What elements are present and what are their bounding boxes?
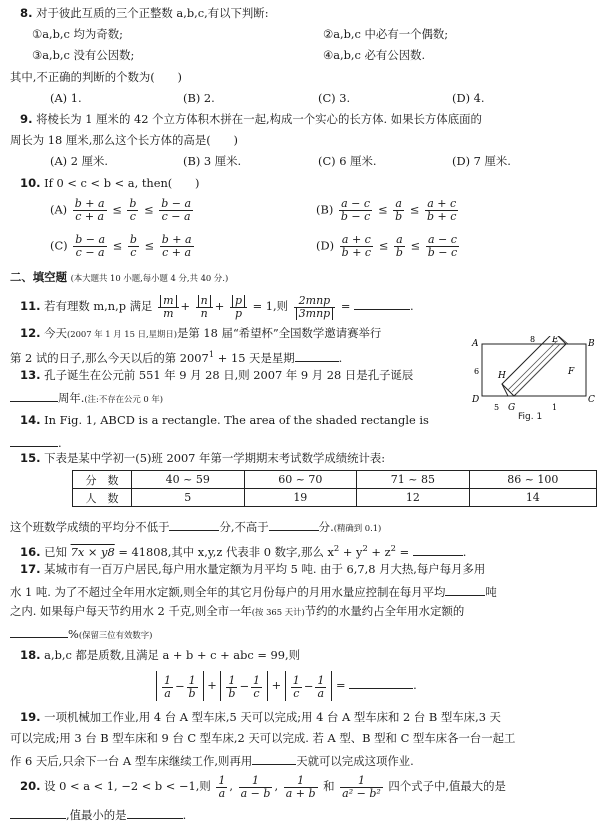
figure-caption: Fig. 1 (518, 412, 543, 422)
label-a: A (472, 339, 479, 349)
q9-text-1: 将棱长为 1 厘米的 42 个立方体积木拼在一起,构成一个实心的长方体. 如果长方体底面的 (36, 112, 482, 126)
q8-statement-3: ③a,b,c 没有公因数; (32, 48, 135, 62)
q11-text: 若有理数 m,n,p 满足 (44, 299, 153, 313)
q17-line-4: %(保留三位有效数字) (10, 625, 152, 643)
q9-option-a[interactable]: (A) 2 厘米. (50, 154, 109, 168)
q9-line-1 (20, 112, 482, 127)
q17-answer-blank-percent[interactable] (10, 625, 68, 638)
q10-stem (20, 176, 199, 191)
table-cell: 60 ~ 70 (244, 471, 357, 489)
fraction: $\frac{a + c}{b + c}$ (341, 233, 372, 259)
q17-number: 17. (20, 562, 41, 576)
q8-option-c[interactable]: (C) 3. (318, 91, 351, 105)
table-row (73, 471, 597, 489)
fraction: $\frac{a}{b}$ (395, 233, 403, 259)
q19-answer-blank[interactable] (252, 752, 296, 765)
q8-option-d[interactable]: (D) 4. (452, 91, 485, 105)
q10-option-b[interactable]: (B) $\frac{a - c}{b - c}$ ≤ $\frac{a}{b}$ ≤ $\frac{a + c}{b + c}$ (316, 197, 457, 223)
length-top: 8 (530, 336, 536, 344)
q13-line-2: 周年.(注:不存在公元 0 年) (10, 389, 163, 407)
q11-answer-blank[interactable] (354, 297, 410, 310)
table-cell: 14 (469, 489, 596, 507)
q8-statement-2: ②a,b,c 中必有一个偶数; (323, 27, 449, 41)
fraction: $\frac{a}{b}$ (395, 197, 403, 223)
q15-stem: 15. 下表是某中学初一(5)班 2007 年第一学期期末考试数学成绩统计表: (20, 451, 386, 465)
table-cell: 86 ~ 100 (469, 471, 596, 489)
q12-number: 12. (20, 326, 41, 340)
shaded-rectangle-hatching (508, 342, 560, 394)
q16-number: 16. (20, 544, 41, 559)
label-b: B (588, 339, 595, 349)
q12-line-1: 12. 今天(2007 年 1 月 15 日,星期日)是第 18 届“希望杯”全国数学邀请赛举行 (20, 326, 382, 340)
q10-option-a-label: (A) (50, 202, 68, 217)
table-cell: 71 ~ 85 (357, 471, 470, 489)
q11-number: 11. (20, 299, 41, 313)
q9-option-c[interactable]: (C) 6 厘米. (318, 154, 377, 168)
q10-option-c-label: (C) (50, 238, 68, 253)
fraction: $\frac{b - a}{c - a}$ (75, 233, 106, 259)
q19-line-2: 可以完成;用 3 台 B 型车床和 9 台 C 型车床,2 天可以完成. 若 A 型、B 型和 C 型车床各一台一起工 (10, 731, 516, 745)
q13-line-1: 13. 孔子诞生在公元前 551 年 9 月 28 日,则 2007 年 9 月 28 日是孔子诞辰 (20, 368, 414, 382)
q8-statement-1: ①a,b,c 均为奇数; (32, 27, 123, 41)
q8-option-a[interactable]: (A) 1. (50, 91, 82, 105)
q10-option-a[interactable]: (A) $\frac{b + a}{c + a}$ ≤ $\frac{b}{c}$ ≤ $\frac{b - a}{c - a}$ (50, 197, 192, 223)
fraction: $\frac{a - c}{b - c}$ (427, 233, 458, 259)
fraction: $\frac{\text{2mnp}}{\text{3mnp}}$ (294, 295, 336, 320)
q18-line-1: 18. a,b,c 都是质数,且满足 a + b + c + abc = 99,则 (20, 648, 301, 662)
fraction: $\frac{m}{m}$ (158, 295, 178, 320)
section-2-note: (本大题共 10 小题,每小题 4 分,共 40 分.) (70, 273, 229, 283)
q16: 16. 已知 7x × y8 = 41808,其中 x,y,z 代表非 0 数字,那么 $x^2 + y^2 + z^2$ = . (20, 543, 467, 559)
fraction: $\frac{b + a}{c + a}$ (74, 197, 105, 223)
label-g: G (508, 403, 516, 413)
label-f: F (568, 367, 575, 377)
q12-answer-blank[interactable] (295, 349, 339, 362)
q9-option-b[interactable]: (B) 3 厘米. (183, 154, 242, 168)
q14-answer-blank[interactable] (10, 434, 58, 447)
q13-answer-blank[interactable] (10, 389, 58, 402)
q18-number: 18. (20, 648, 41, 662)
q15-number: 15. (20, 451, 41, 465)
label-h: H (498, 371, 506, 381)
table-header-cell: 分 数 (73, 471, 132, 489)
q18-expression: $\frac{1}{a}$ − $\frac{1}{b}$ + $\frac{1}{b}$ − $\frac{1}{c}$ + $\frac{1}{c}$ − $\frac{1}{a}$ = . (156, 670, 417, 701)
q20-answer-blank-max[interactable] (10, 806, 66, 819)
shaded-rectangle-outline (502, 336, 566, 396)
q14-line-1: 14. In Fig. 1, ABCD is a rectangle. The area of the shaded rectangle is (20, 413, 429, 427)
q10-option-d-label: (D) (316, 238, 335, 253)
q14-number: 14. (20, 413, 41, 427)
q15-answer-blank-max[interactable] (269, 518, 319, 531)
q19-number: 19. (20, 710, 41, 724)
fraction: $\frac{b}{c}$ (129, 233, 137, 259)
q10-option-d[interactable]: (D) $\frac{a + c}{b + c}$ ≤ $\frac{a}{b}$ ≤ $\frac{a - c}{b - c}$ (316, 233, 458, 259)
q17-answer-blank-tons[interactable] (445, 583, 485, 596)
label-c: C (588, 395, 595, 405)
length-left: 6 (474, 367, 480, 376)
length-bottom-left: 5 (494, 403, 500, 412)
fraction: $\frac{a - c}{b - c}$ (340, 197, 371, 223)
q13-number: 13. (20, 368, 41, 382)
section-2-title: 二、填空题 (10, 270, 67, 284)
q10-option-b-label: (B) (316, 202, 334, 217)
q19-line-1: 19. 一项机械加工作业,用 4 台 A 型车床,5 天可以完成;用 4 台 A 型车床和 2 台 B 型车床,3 天 (20, 710, 501, 724)
fraction: $\frac{b - a}{c - a}$ (161, 197, 192, 223)
q20-number: 20. (20, 779, 41, 793)
q12-line-2: 第 2 试的日子,那么今天以后的第 $2007^1 + 15$ 天是星期 . (10, 349, 343, 365)
q20-answer-blank-min[interactable] (127, 806, 183, 819)
q16-answer-blank[interactable] (413, 543, 463, 556)
q17-line-2: 水 1 吨. 为了不超过全年用水定额,则全年的其它月份每户的月用水量应控制在每月平均 吨 (10, 585, 497, 599)
table-cell: 12 (357, 489, 470, 507)
q15-answer-blank-min[interactable] (169, 518, 219, 531)
q8-stem-text: 对于彼此互质的三个正整数 a,b,c,有以下判断: (36, 6, 269, 20)
q8-number: 8. (20, 6, 33, 20)
section-2-heading (10, 270, 228, 286)
q9-line-2: 周长为 18 厘米,那么这个长方体的高是( ) (10, 133, 238, 147)
q11: 11. 若有理数 m,n,p 满足 $\frac{m}{m}$ + $\frac{n}{n}$ + $\frac{p}{p}$ = 1,则 $\frac{\text{2mnp}}{\text{3mnp}}$ = . (20, 293, 414, 320)
table-cell: 5 (132, 489, 245, 507)
q18-answer-blank[interactable] (349, 676, 413, 689)
q9-number: 9. (20, 112, 33, 126)
q8-stem-2: 其中,不正确的判断的个数为( ) (10, 70, 182, 84)
length-bottom-right: 1 (552, 403, 558, 412)
q8-option-b[interactable]: (B) 2. (183, 91, 215, 105)
table-header-cell: 人 数 (73, 489, 132, 507)
fraction: $\frac{b + a}{c + a}$ (161, 233, 192, 259)
q15-answer-line: 这个班数学成绩的平均分不低于 分,不高于 分.(精确到 0.1) (10, 520, 382, 534)
fraction: $\frac{p}{p}$ (230, 295, 247, 320)
q8-stem (20, 6, 269, 21)
q17-line-1: 17. 某城市有一百万户居民,每户用水量定额为月平均 5 吨. 由于 6,7,8 月大热,每户每月多用 (20, 562, 486, 576)
label-e: E (552, 336, 559, 345)
q19-line-3: 作 6 天后,只余下一台 A 型车床继续工作,则再用 天就可以完成这项作业. (10, 754, 414, 768)
label-d: D (472, 395, 480, 405)
q8-statement-4: ④a,b,c 必有公因数. (323, 48, 426, 62)
q10-number: 10. (20, 176, 41, 190)
fraction: $\frac{b}{c}$ (129, 197, 137, 223)
q14-line-2: . (10, 434, 62, 451)
table-cell: 40 ~ 59 (132, 471, 245, 489)
score-table (72, 470, 597, 507)
table-row (73, 489, 597, 507)
fraction: $\frac{a + c}{b + c}$ (426, 197, 457, 223)
q20-line-1: 20. 设 0 < a < 1, −2 < b < −1,则 $\frac{1}{a}$ , $\frac{1}{a - b}$ , $\frac{1}{a + b}$ 和 $\frac{1}{\text{a² − b²}}$ 四个式子中,值最大的是 (20, 773, 506, 800)
q17-line-3: 之内. 如果每户每天节约用水 2 千克,则全市一年(按 365 天计)节约的水量约占全年用水定额的 (10, 604, 465, 618)
q9-option-d[interactable]: (D) 7 厘米. (452, 154, 511, 168)
fraction: $\frac{n}{n}$ (196, 295, 213, 320)
q10-stem-text: If 0 < c < b < a, then( ) (44, 176, 200, 190)
q20-line-2: ,值最小的是 . (10, 806, 186, 823)
table-cell: 19 (244, 489, 357, 507)
q10-option-c[interactable]: (C) $\frac{b - a}{c - a}$ ≤ $\frac{b}{c}$ ≤ $\frac{b + a}{c + a}$ (50, 233, 192, 259)
